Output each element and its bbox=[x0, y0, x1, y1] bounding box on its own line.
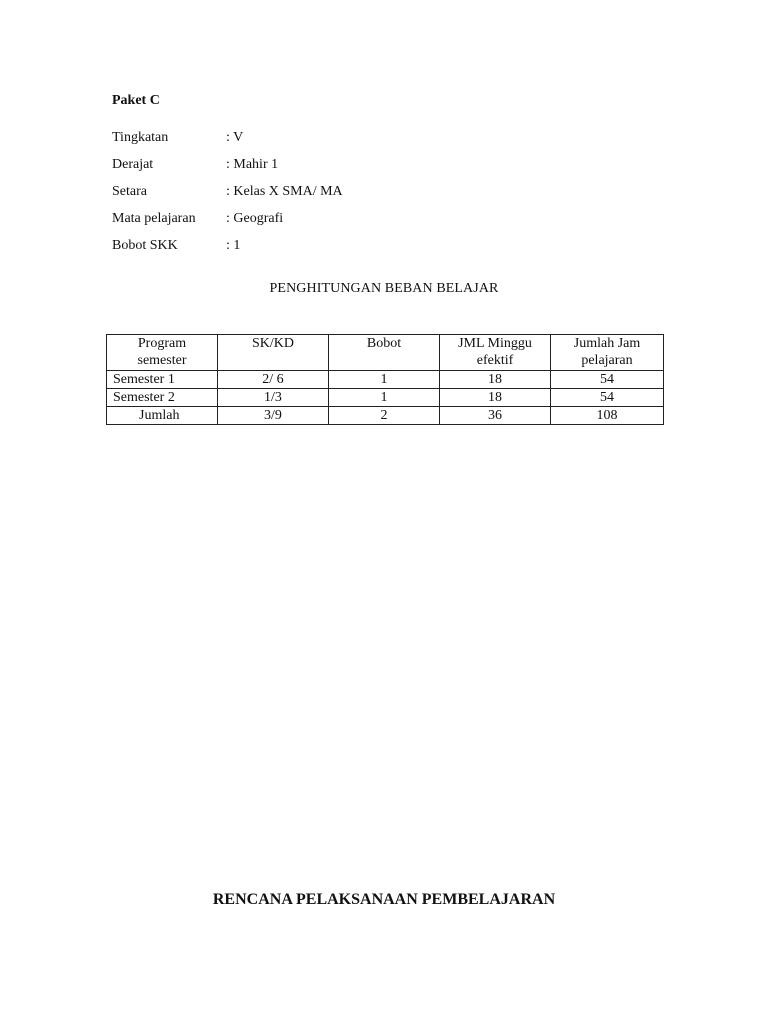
table-cell: Semester 1 bbox=[107, 371, 218, 389]
info-row-setara bbox=[112, 183, 343, 210]
info-row-derajat bbox=[112, 156, 343, 183]
info-value: : V bbox=[226, 130, 244, 145]
header-line: Program bbox=[137, 336, 187, 351]
info-row-tingkatan bbox=[112, 129, 343, 156]
section-heading: PENGHITUNGAN BEBAN BELAJAR bbox=[269, 281, 499, 296]
info-row-bobot-skk bbox=[112, 237, 343, 264]
table-cell: 3/9 bbox=[218, 407, 329, 425]
info-value: : Kelas X SMA/ MA bbox=[226, 184, 343, 199]
rpp-heading: RENCANA PELAKSANAAN PEMBELAJARAN bbox=[212, 891, 556, 908]
info-label: Derajat bbox=[112, 157, 154, 172]
column-header-jml-minggu bbox=[440, 335, 551, 371]
table-total-row bbox=[107, 407, 664, 425]
table-cell: Jumlah bbox=[107, 407, 218, 425]
info-row-mata-pelajaran bbox=[112, 210, 343, 237]
column-header-program-semester bbox=[107, 335, 218, 371]
info-list bbox=[112, 129, 343, 264]
table-cell: 18 bbox=[440, 389, 551, 407]
table-cell: 2 bbox=[329, 407, 440, 425]
column-header-bobot bbox=[329, 335, 440, 371]
info-value: : Mahir 1 bbox=[226, 157, 279, 172]
column-header-sk-kd bbox=[218, 335, 329, 371]
paket-title: Paket C bbox=[112, 93, 160, 108]
header-line: JML Minggu bbox=[458, 336, 532, 351]
info-value: : Geografi bbox=[226, 211, 284, 226]
header-line: pelajaran bbox=[581, 353, 633, 368]
info-label: Mata pelajaran bbox=[112, 211, 196, 226]
table-cell: 36 bbox=[440, 407, 551, 425]
table-cell: 18 bbox=[440, 371, 551, 389]
table-header-row bbox=[107, 335, 664, 371]
table-cell: 1/3 bbox=[218, 389, 329, 407]
beban-belajar-table bbox=[106, 334, 664, 425]
table-cell: 54 bbox=[551, 371, 664, 389]
header-line: Jumlah Jam bbox=[573, 336, 641, 351]
table-cell: Semester 2 bbox=[107, 389, 218, 407]
info-label: Setara bbox=[112, 184, 147, 199]
info-label: Bobot SKK bbox=[112, 238, 178, 253]
table-row bbox=[107, 371, 664, 389]
column-header-jumlah-jam bbox=[551, 335, 664, 371]
info-value: : 1 bbox=[226, 238, 241, 253]
table-row bbox=[107, 389, 664, 407]
table-cell: 1 bbox=[329, 371, 440, 389]
header-line: efektif bbox=[476, 353, 514, 368]
header-line: Bobot bbox=[366, 336, 402, 351]
table-cell: 1 bbox=[329, 389, 440, 407]
table-cell: 2/ 6 bbox=[218, 371, 329, 389]
table-cell: 54 bbox=[551, 389, 664, 407]
header-line: SK/KD bbox=[251, 336, 294, 351]
table-cell: 108 bbox=[551, 407, 664, 425]
info-label: Tingkatan bbox=[112, 130, 169, 145]
header-line: semester bbox=[137, 353, 187, 368]
